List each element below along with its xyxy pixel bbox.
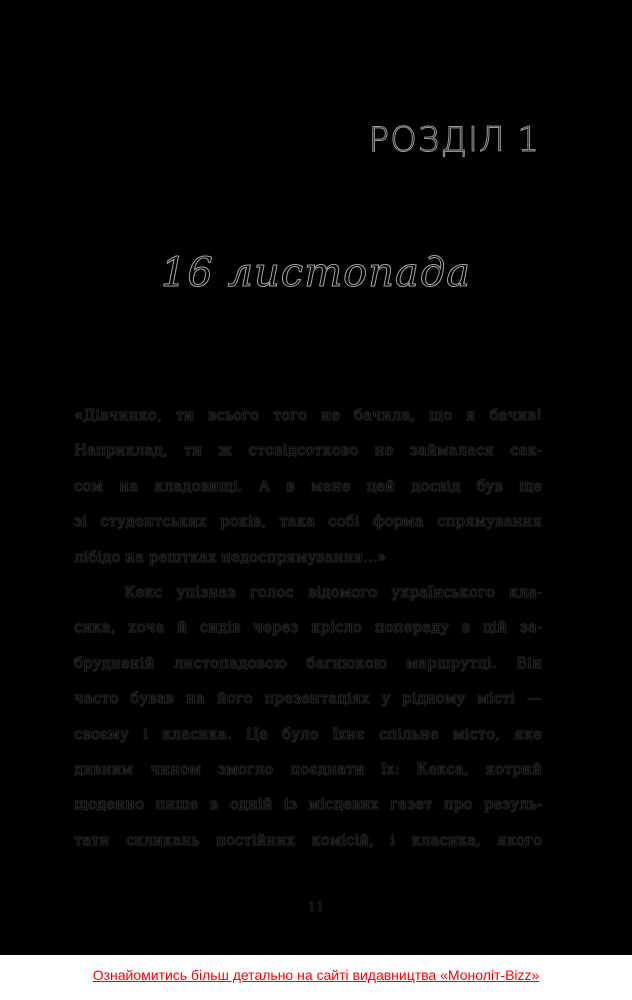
page-number: 11 [307,900,325,915]
text-line: сом на кладовищі. А в мене цей досвід був ще [74,476,542,495]
text-line: зі студентських років, така собі форма спрямування [74,512,542,531]
text-line: Наприклад, ти ж стовідсотково не займалася сек- [74,441,542,460]
publisher-link[interactable]: Ознайомитись більш детально на сайті видавництва «Моноліт-Bizz» [92,967,540,983]
footer-bar [0,955,632,1000]
text-line: часто бував на його презентаціях у рідному місті — [74,689,542,708]
text-line: своєму і класика. Це було їхнє спільне місто, яке [74,724,542,743]
text-line: «Дівчинко, ти всього того не бачила, що я бачив! [74,406,542,424]
text-line: дивним чином змогло поєднати їх: Кекса, котрий [74,759,542,778]
chapter-heading: РОЗДІЛ 1 [368,120,540,160]
text-line: Кекс упізнав голос відомого українського кла- [124,582,542,601]
text-line: тати скликань постійних комісій, і класика, якого [74,830,542,849]
chapter-title: 16 листопада [160,250,472,296]
body-text [74,398,542,858]
text-line: сика, хоча й сидів через крісло попереду в цій за- [74,618,542,637]
text-line: лібідо на рештках недоспрямування...» [74,547,387,566]
text-line: брудненій листопадовою багнюкою маршрутці. Він [74,653,542,672]
text-line: щоденно пише в одній із місцевих газет про резуль- [74,795,542,814]
